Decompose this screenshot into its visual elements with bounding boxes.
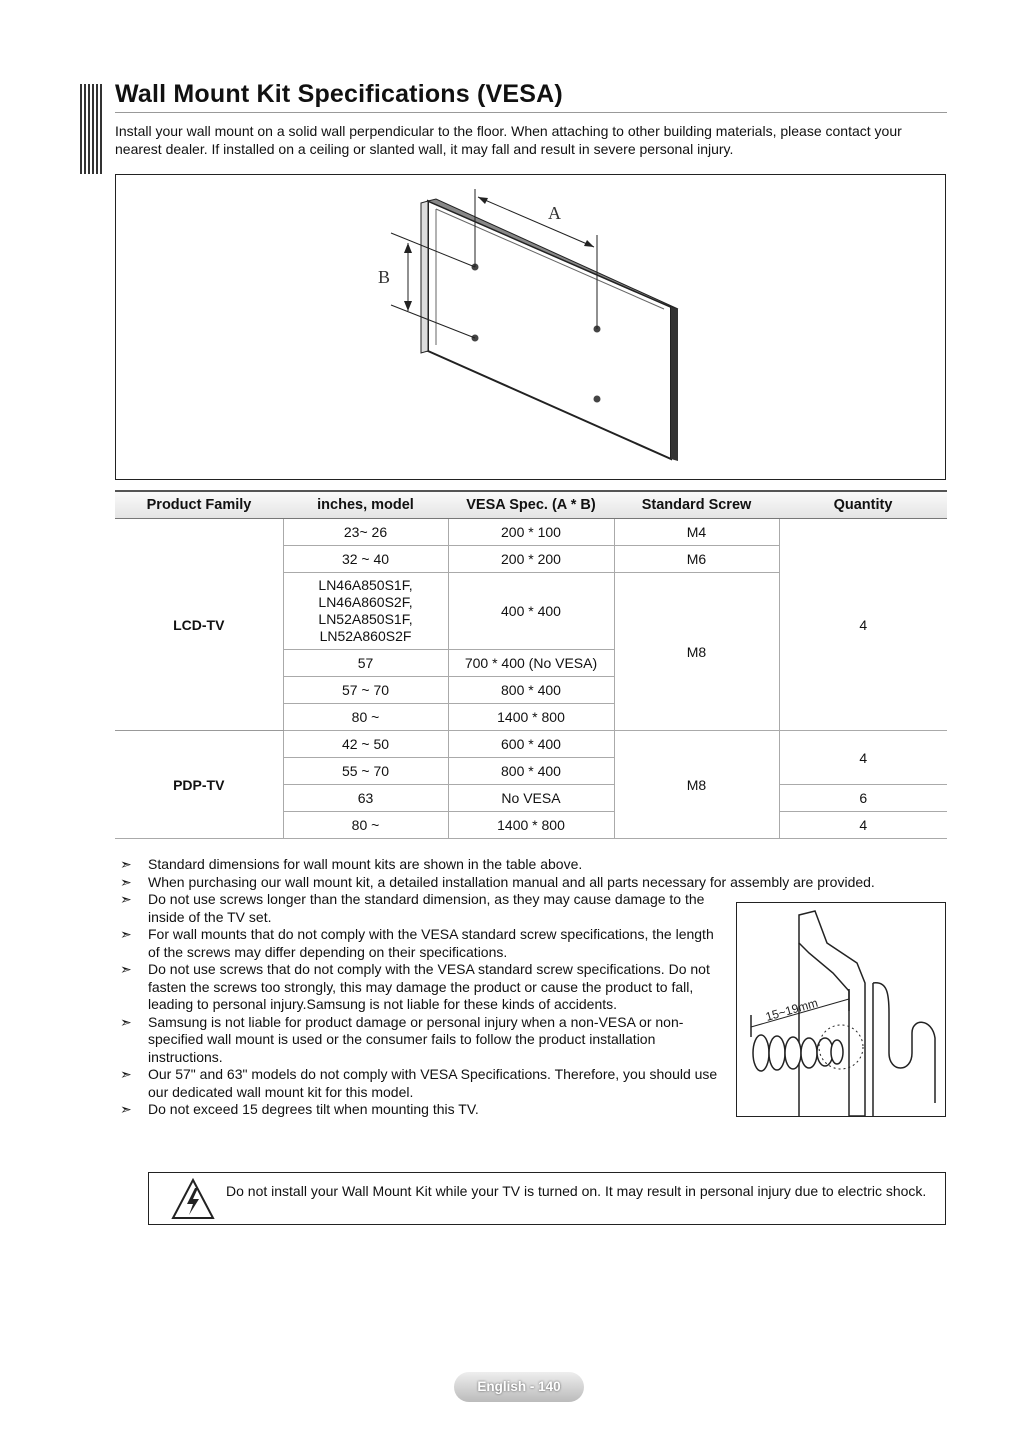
model-cell: 57 (283, 650, 448, 677)
quantity-cell: 6 (779, 785, 947, 812)
model-cell: 80 ~ (283, 704, 448, 731)
page-title: Wall Mount Kit Specifications (VESA) (115, 80, 563, 108)
list-item (120, 1066, 718, 1101)
note-marker-icon: ➣ (120, 961, 132, 977)
model-cell: 55 ~ 70 (283, 758, 448, 785)
column-header: VESA Spec. (A * B) (448, 491, 614, 519)
dimension-b-label: B (378, 267, 391, 287)
dimension-a-label: A (548, 203, 561, 223)
header-accent-bar (80, 84, 104, 174)
list-item (120, 1014, 718, 1067)
screw-cell: M6 (614, 546, 779, 573)
column-header: Product Family (115, 491, 283, 519)
vesa-cell: 1400 * 800 (448, 812, 614, 839)
column-header: Standard Screw (614, 491, 779, 519)
column-header: inches, model (283, 491, 448, 519)
intro-paragraph: Install your wall mount on a solid wall perpendicular to the floor. When attaching to other building materials, please contact your nearest dealer. If installed on a ceiling or slanted wall, it may fall and result in severe personal injury. (115, 123, 902, 157)
vesa-cell: 400 * 400 (448, 573, 614, 650)
vesa-cell: 800 * 400 (448, 758, 614, 785)
screw-length-label: 15~19mm (763, 995, 820, 1024)
screw-cell: M4 (614, 519, 779, 546)
note-text: Standard dimensions for wall mount kits are shown in the table above. (148, 856, 583, 872)
vesa-cell: 1400 * 800 (448, 704, 614, 731)
vesa-cell: 800 * 400 (448, 677, 614, 704)
warning-text: Do not install your Wall Mount Kit while your TV is turned on. It may result in personal injury due to electric shock. (226, 1183, 927, 1199)
screw-length-diagram (736, 902, 946, 1117)
vesa-cell: 200 * 100 (448, 519, 614, 546)
vesa-cell: 600 * 400 (448, 731, 614, 758)
note-text: Samsung is not liable for product damage or personal injury when a non-VESA or non-specified wall mount is used or the consumer fails to follow the product installation instructions. (148, 1013, 684, 1065)
quantity-cell: 4 (779, 812, 947, 839)
list-item (120, 891, 718, 926)
model-cell: 32 ~ 40 (283, 546, 448, 573)
screw-cell: M8 (614, 731, 779, 839)
note-text: When purchasing our wall mount kit, a detailed installation manual and all parts necessary for assembly are provided. (148, 873, 875, 890)
model-cell: 63 (283, 785, 448, 812)
note-marker-icon: ➣ (120, 1101, 132, 1117)
model-cell: 42 ~ 50 (283, 731, 448, 758)
note-text: For wall mounts that do not comply with the VESA standard screw specifications, the length of the screws may differ depending on their specifications. (148, 926, 714, 960)
list-item (120, 874, 950, 892)
table-row (115, 731, 947, 758)
vesa-cell: 700 * 400 (No VESA) (448, 650, 614, 677)
table-row (115, 519, 947, 546)
note-marker-icon: ➣ (120, 1013, 132, 1030)
note-text: Do not use screws that do not comply with the VESA standard screw specifications. Do not fasten the screws too strongly, this may damage the product or cause the product to fall, leading to personal injury.Samsung is not liable for these kinds of accidents. (148, 961, 710, 1012)
note-marker-icon: ➣ (120, 873, 132, 890)
list-item (120, 926, 718, 961)
note-text: Do not use screws longer than the standard dimension, as they may cause damage to the inside of the TV set. (148, 891, 705, 925)
table-header-row (115, 491, 947, 519)
quantity-cell: 4 (779, 519, 947, 731)
vesa-cell: 200 * 200 (448, 546, 614, 573)
tv-mount-diagram (115, 174, 946, 480)
list-item (120, 1101, 718, 1119)
note-marker-icon: ➣ (120, 856, 132, 872)
note-text: Our 57" and 63" models do not comply with VESA Specifications. Therefore, you should use our dedicated wall mount kit for this model. (148, 1066, 718, 1100)
quantity-cell: 4 (779, 731, 947, 785)
note-marker-icon: ➣ (120, 926, 132, 942)
product-family-lcd: LCD-TV (115, 519, 283, 731)
note-marker-icon: ➣ (120, 891, 132, 907)
column-header: Quantity (779, 491, 947, 519)
model-cell: LN46A850S1F, LN46A860S2F, LN52A850S1F, LN52A860S2F (283, 573, 448, 650)
model-cell: 80 ~ (283, 812, 448, 839)
product-family-pdp: PDP-TV (115, 731, 283, 839)
warning-box (148, 1172, 946, 1225)
note-marker-icon: ➣ (120, 1066, 132, 1082)
screw-illustration (737, 903, 945, 1116)
tv-back-illustration (116, 175, 947, 481)
vesa-cell: No VESA (448, 785, 614, 812)
model-cell: 57 ~ 70 (283, 677, 448, 704)
screw-cell: M8 (614, 573, 779, 731)
page-number-footer: English - 140 (454, 1372, 584, 1402)
list-item (120, 856, 950, 874)
model-cell: 23~ 26 (283, 519, 448, 546)
list-item (120, 961, 718, 1014)
note-text: Do not exceed 15 degrees tilt when mounting this TV. (148, 1101, 479, 1117)
title-divider (115, 112, 947, 113)
electric-hazard-icon (171, 1178, 215, 1220)
vesa-spec-table (115, 490, 947, 839)
